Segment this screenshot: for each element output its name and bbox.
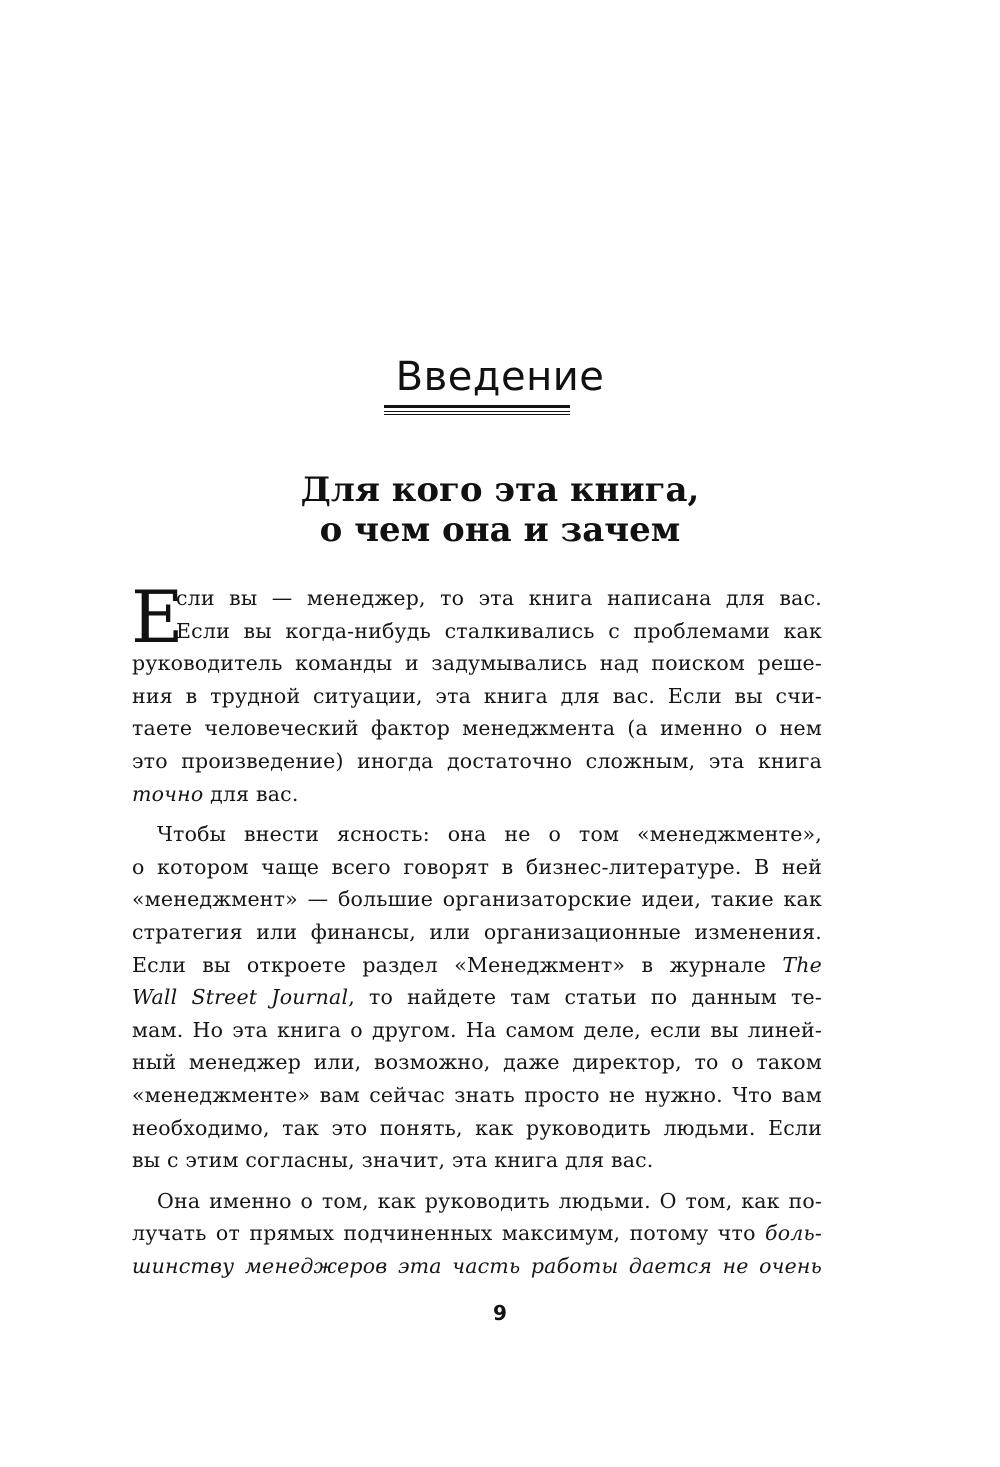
- section-title-line-1: Для кого эта книга,: [300, 470, 700, 510]
- text-line: необходимо, так это понять, как руководить людьми. Если: [132, 1115, 822, 1140]
- emphasis: шинству менеджеров эта часть работы дается не очень: [132, 1253, 822, 1278]
- text-line: «менеджмент» — большие организаторские идеи, такие как: [132, 887, 822, 912]
- emphasis: точно: [132, 781, 204, 806]
- text-line: о котором чаще всего говорят в бизнес-литературе. В ней: [132, 854, 822, 879]
- text-line: мам. Но эта книга о другом. На самом деле, если вы линей-: [132, 1017, 822, 1042]
- text-line: руководитель команды и задумывались над поиском реше-: [132, 651, 822, 676]
- text-line: Если вы откроете раздел «Менеджмент» в журнале The: [132, 952, 822, 977]
- section-title: [0, 470, 1000, 550]
- text-line: вы с этим согласны, значит, эта книга для вас.: [132, 1148, 654, 1173]
- paragraph-3: [132, 1185, 822, 1283]
- emphasis: боль-: [765, 1221, 822, 1246]
- text-line: Она именно о том, как руководить людьми. О том, как по-: [157, 1188, 822, 1213]
- text-line: «менеджменте» вам сейчас знать просто не нужно. Что вам: [132, 1082, 822, 1107]
- chapter-title: Введение: [395, 354, 605, 400]
- text-line: стратегия или финансы, или организационные изменения.: [132, 919, 822, 944]
- text-line: сли вы — менеджер, то эта книга написана для вас.: [176, 586, 822, 610]
- text-line: точно для вас.: [132, 781, 299, 806]
- paragraph-1: [131, 575, 822, 810]
- text-line: это произведение) иногда достаточно сложным, эта книга: [132, 748, 822, 773]
- page-number: 9: [493, 1301, 507, 1325]
- text-line: лучать от прямых подчиненных максимум, потому что боль-: [132, 1221, 822, 1246]
- text-line: [132, 1250, 822, 1283]
- text-line: таете человеческий фактор менеджмента (а именно о нем: [132, 716, 822, 741]
- drop-cap: Е: [131, 575, 184, 659]
- body-text: [131, 575, 822, 1282]
- text-line: Wall Street Journal, то найдете там статьи по данным те-: [132, 985, 822, 1010]
- text-line: Если вы когда-нибудь сталкивались с проблемами как: [176, 618, 822, 643]
- text-line: ный менеджер или, возможно, даже директор, то о таком: [132, 1050, 822, 1075]
- section-title-line-2: о чем она и зачем: [319, 510, 681, 550]
- emphasis: The: [782, 952, 822, 977]
- emphasis: Wall Street Journal: [132, 985, 349, 1010]
- chapter-title-rule: [384, 405, 570, 415]
- text-line: Чтобы внести ясность: она не о том «менеджменте»,: [157, 822, 822, 847]
- text-line: ния в трудной ситуации, эта книга для вас. Если вы счи-: [132, 683, 822, 708]
- paragraph-2: [132, 818, 822, 1177]
